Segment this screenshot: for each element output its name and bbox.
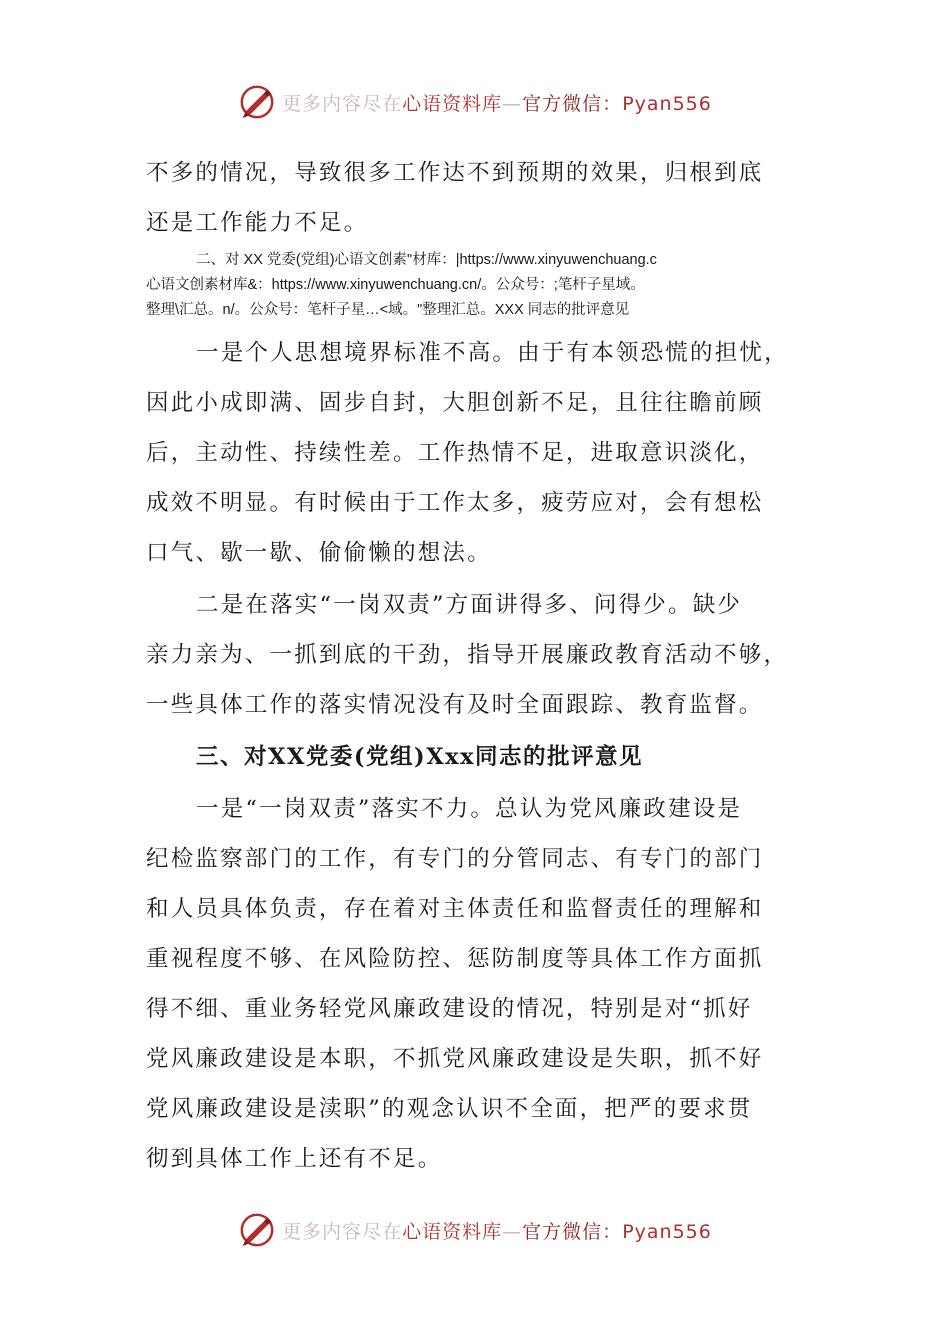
watermark-text bbox=[282, 89, 712, 116]
text-line: 彻到具体工作上还有不足。 bbox=[146, 1146, 443, 1172]
text-line: 还是工作能力不足。 bbox=[146, 210, 369, 236]
watermark-highlight: 心语资料库 bbox=[402, 92, 503, 115]
paragraph-continuation bbox=[146, 148, 806, 248]
pen-logo-icon bbox=[238, 1211, 276, 1249]
section-three-heading: 三、对XX党委(党组)Xxx同志的批评意见 bbox=[196, 744, 643, 770]
paragraph-dual-responsibility bbox=[146, 580, 806, 730]
paragraph-thought-level bbox=[146, 328, 806, 578]
text-line: 一些具体工作的落实情况没有及时全面跟踪、教育监督。 bbox=[146, 692, 764, 718]
watermark-lead: 更多内容尽在 bbox=[282, 1220, 403, 1243]
text-line: 党风廉政建设是本职，不抓党风廉政建设是失职，抓不好 bbox=[146, 1046, 764, 1072]
text-line: 纪检监察部门的工作，有专门的分管同志、有专门的部门 bbox=[146, 846, 764, 872]
watermark-account: Pyan556 bbox=[622, 1220, 712, 1243]
text-line: 得不细、重业务轻党风廉政建设的情况，特别是对“抓好 bbox=[146, 996, 753, 1022]
watermark-dash: — bbox=[502, 1220, 523, 1243]
text-line: 亲力亲为、一抓到底的干劲，指导开展廉政教育活动不够， bbox=[146, 642, 789, 668]
text-line: 和人员具体负责，存在着对主体责任和监督责任的理解和 bbox=[146, 896, 764, 922]
text-line: 不多的情况，导致很多工作达不到预期的效果，归根到底 bbox=[146, 160, 764, 186]
text-line: 因此小成即满、固步自封，大胆创新不足，且往往瞻前顾 bbox=[146, 390, 764, 416]
text-line: 整理\汇总。n/。公众号：笔杆子星…<域。"整理汇总。XXX 同志的批评意见 bbox=[146, 302, 630, 318]
watermark-tail: 官方微信： bbox=[522, 1220, 623, 1243]
text-line: 后，主动性、持续性差。工作热情不足，进取意识淡化， bbox=[146, 440, 764, 466]
text-line: 心语文创素材库&：https://www.xinyuwenchuang.cn/。公众号：;笔杆子星域。 bbox=[146, 277, 645, 293]
text-line: 二、对 XX 党委(党组)心语文创素"材库：|https://www.xinyuwenchuang.c bbox=[196, 252, 657, 268]
section-two-heading-block bbox=[146, 248, 826, 323]
watermark-lead: 更多内容尽在 bbox=[282, 92, 403, 115]
text-line: 成效不明显。有时候由于工作太多，疲劳应对，会有想松 bbox=[146, 490, 764, 516]
watermark-dash: — bbox=[502, 92, 523, 115]
text-line: 重视程度不够、在风险防控、惩防制度等具体工作方面抓 bbox=[146, 946, 764, 972]
text-line: 一是个人思想境界标准不高。由于有本领恐慌的担忧， bbox=[196, 340, 789, 366]
text-line: 口气、歇一歇、偷偷懒的想法。 bbox=[146, 540, 492, 566]
text-line: 一是“一岗双责”落实不力。总认为党风廉政建设是 bbox=[196, 796, 743, 822]
paragraph-responsibility-implementation bbox=[146, 784, 806, 1184]
watermark-highlight: 心语资料库 bbox=[402, 1220, 503, 1243]
watermark-text bbox=[282, 1217, 712, 1244]
watermark-tail: 官方微信： bbox=[522, 92, 623, 115]
text-line: 二是在落实“一岗双责”方面讲得多、问得少。缺少 bbox=[196, 592, 743, 618]
pen-logo-icon bbox=[238, 83, 276, 121]
text-line: 党风廉政建设是渎职”的观念认识不全面，把严的要求贯 bbox=[146, 1096, 753, 1122]
header-watermark bbox=[0, 80, 950, 124]
footer-watermark bbox=[0, 1208, 950, 1252]
watermark-account: Pyan556 bbox=[622, 92, 712, 115]
